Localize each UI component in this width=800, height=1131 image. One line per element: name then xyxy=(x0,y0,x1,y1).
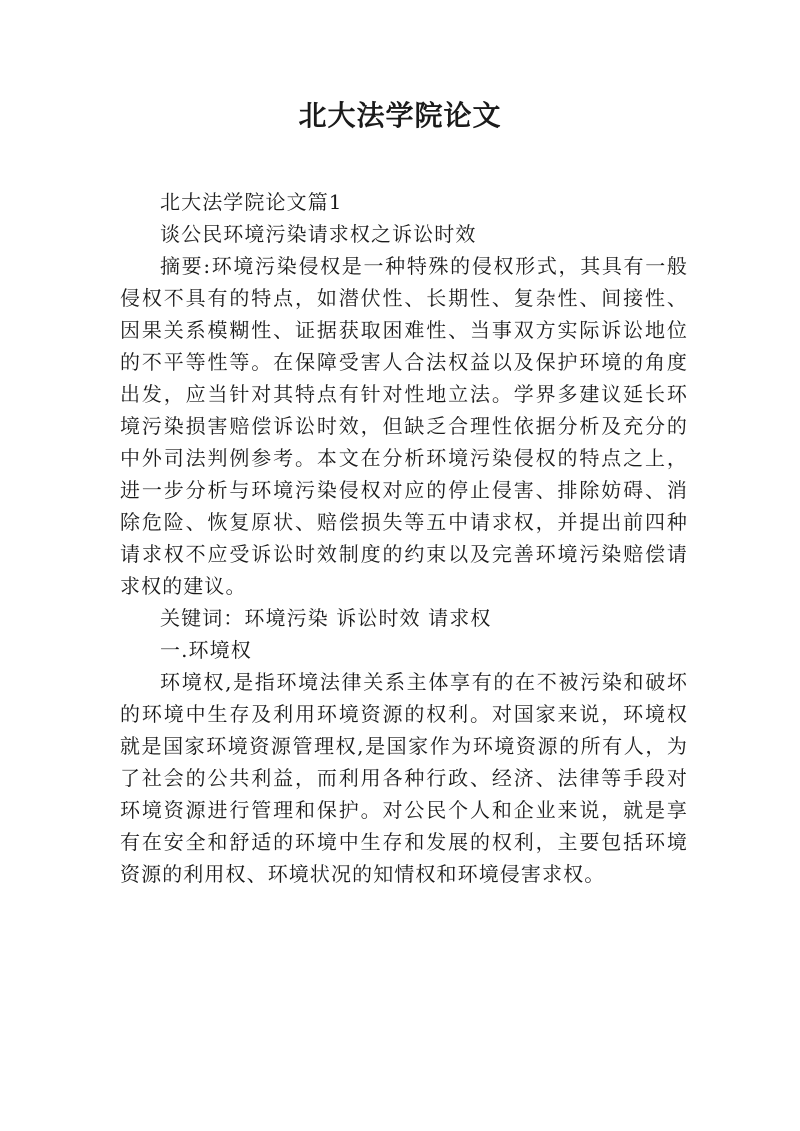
document-title: 北大法学院论文 xyxy=(298,99,502,132)
subsection-heading: 一.环境权 xyxy=(160,638,252,662)
abstract-paragraph: 摘要:环境污染侵权是一种特殊的侵权形式，其具有一般侵权不具有的特点，如潜伏性、长期性、复杂性、间接性、因果关系模糊性、证据获取困难性、当事双方实际诉讼地位的不平等性等。在保障受害人合法权益以及保护环境的角度出发，应当针对其特点有针对性地立法。学界多建议延长环境污染损害赔偿诉讼时效，但缺乏合理性依据分析及充分的中外司法判例参考。本文在分析环境污染侵权的特点之上，进一步分析与环境污染侵权对应的停止侵害、排除妨碍、消除危险、恢复原状、赔偿损失等五中请求权，并提出前四种请求权不应受诉讼时效制度的约束以及完善环境污染赔偿请求权的建议。 xyxy=(120,254,688,598)
body-paragraph: 环境权,是指环境法律关系主体享有的在不被污染和破坏的环境中生存及利用环境资源的权利。对国家来说，环境权就是国家环境资源管理权,是国家作为环境资源的所有人，为了社会的公共利益，而利用各种行政、经济、法律等手段对环境资源进行管理和保护。对公民个人和企业来说，就是享有在安全和舒适的环境中生存和发展的权利，主要包括环境资源的利用权、环境状况的知情权和环境侵害求权。 xyxy=(120,670,688,886)
keywords-line: 关键词：环境污染 诉讼时效 请求权 xyxy=(160,606,492,630)
document-body xyxy=(120,186,688,890)
article-title: 谈公民环境污染请求权之诉讼时效 xyxy=(160,222,477,246)
section-heading: 北大法学院论文篇1 xyxy=(160,190,343,214)
